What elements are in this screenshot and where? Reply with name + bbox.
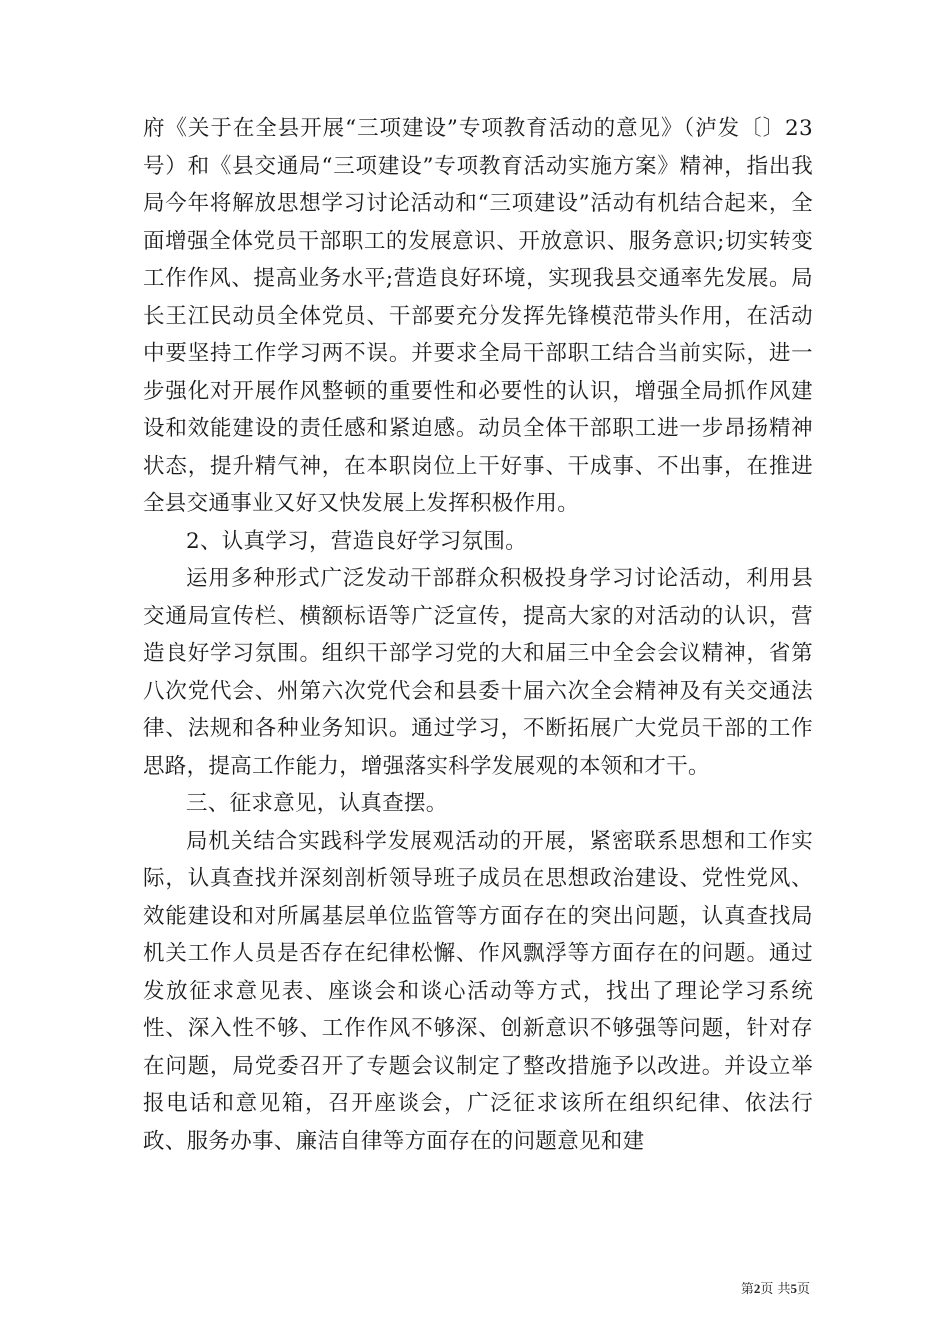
paragraph-3: 运用多种形式广泛发动干部群众积极投身学习讨论活动，利用县交通局宣传栏、横额标语等广泛宣传，提高大家的对活动的认识，营造良好学习氛围。组织干部学习党的大和届三中全会会议精神，省第八次党代会、州第六次党代会和县委十届六次全会精神及有关交通法律、法规和各种业务知识。通过学习，不断拓展广大党员干部的工作思路，提高工作能力，增强落实科学发展观的本领和才干。 [143,566,813,779]
paragraph-5: 局机关结合实践科学发展观活动的开展，紧密联系思想和工作实际，认真查找并深刻剖析领导班子成员在思想政治建设、党性党风、效能建设和对所属基层单位监管等方面存在的突出问题，认真查找局机关工作人员是否存在纪律松懈、作风飘浮等方面存在的问题。通过发放征求意见表、座谈会和谈心活动等方式，找出了理论学习系统性、深入性不够、工作作风不够深、创新意识不够强等问题，针对存在问题，局党委召开了专题会议制定了整改措施予以改进。并设立举报电话和意见箱，召开座谈会，广泛征求该所在组织纪律、依法行政、服务办事、廉洁自律等方面存在的问题意见和建 [143,828,813,1154]
footer-total-pages: 5 [790,1281,797,1296]
footer-middle: 页 共 [760,1282,791,1297]
paragraph-4-heading: 三、征求意见，认真查摆。 [186,791,448,816]
page-number-footer [741,1278,810,1297]
footer-suffix: 页 [796,1282,810,1297]
footer-prefix: 第 [740,1282,754,1297]
document-body [143,110,813,1160]
paragraph-1: 府《关于在全县开展“三项建设”专项教育活动的意见》（泸发〔〕23号）和《县交通局“三项建设”专项教育活动实施方案》精神，指出我局今年将解放思想学习讨论活动和“三项建设”活动有机结合起来，全面增强全体党员干部职工的发展意识、开放意识、服务意识;切实转变工作作风、提高业务水平;营造良好环境，实现我县交通率先发展。局长王江民动员全体党员、干部要充分发挥先锋模范带头作用，在活动中要坚持工作学习两不误。并要求全局干部职工结合当前实际，进一步强化对开展作风整顿的重要性和必要性的认识，增强全局抓作风建设和效能建设的责任感和紧迫感。动员全体干部职工进一步昂扬精神状态，提升精气神，在本职岗位上干好事、干成事、不出事，在推进全县交通事业又好又快发展上发挥积极作用。 [143,116,813,516]
footer-current-page: 2 [753,1281,761,1296]
paragraph-2-heading: 2、认真学习，营造良好学习氛围。 [186,528,527,554]
